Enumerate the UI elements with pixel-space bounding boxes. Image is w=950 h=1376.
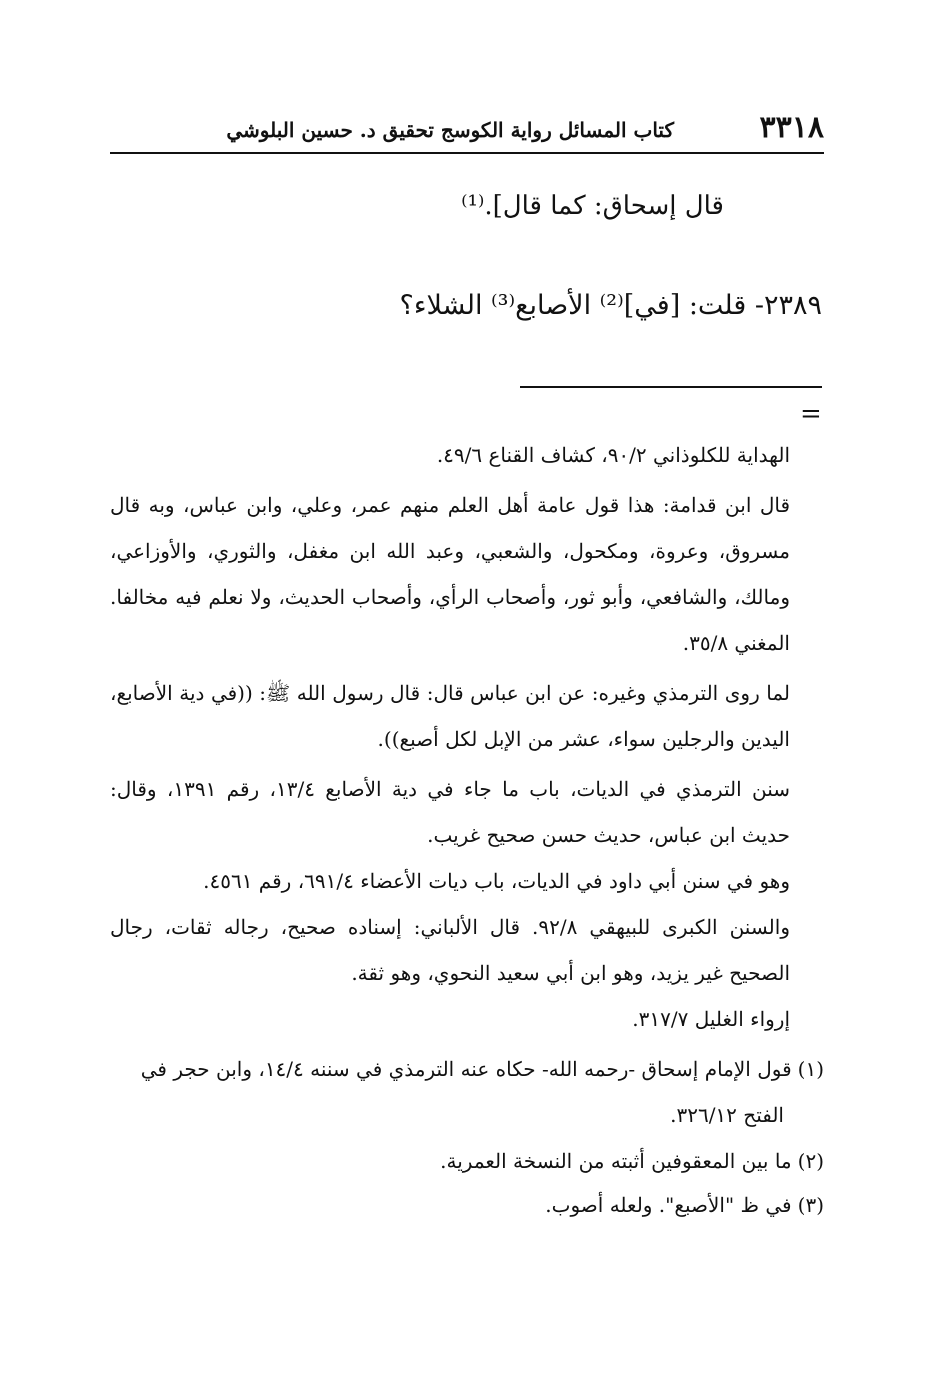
main-text-line-2: ٢٣٨٩- قلت: [في]⁽²⁾ الأصابع⁽³⁾ الشلاء؟ (399, 290, 822, 321)
continuation-mark: = (800, 399, 822, 429)
running-title: كتاب المسائل رواية الكوسج تحقيق د. حسين البلوشي (226, 118, 674, 142)
footnote-number: (١) (797, 1057, 824, 1081)
note-paragraph: إرواء الغليل ٣١٧/٧. (632, 1007, 790, 1031)
footnote-text: ما بين المعقوفين أثبته من النسخة العمرية. (440, 1149, 792, 1173)
footnote-number: (٣) (797, 1193, 824, 1217)
note-paragraph: الهداية للكلوذاني ٩٠/٢، كشاف القناع ٤٩/٦. (436, 443, 790, 467)
continued-footnote (110, 432, 790, 1042)
footnote-2 (108, 1138, 824, 1184)
footnote-divider (520, 386, 822, 388)
page-header (110, 108, 824, 148)
footnote-1 (108, 1046, 824, 1138)
footnote-3 (108, 1182, 824, 1228)
note-paragraph: لما روى الترمذي وغيره: عن ابن عباس قال: قال رسول الله ﷺ: ((في دية الأصابع، اليدين والرجلين سواء، عشر من الإبل لكل أصبع)). (110, 681, 790, 751)
header-divider (110, 152, 824, 154)
note-paragraph: سنن الترمذي في الديات، باب ما جاء في دية الأصابع ١٣/٤، رقم ١٣٩١، وقال: حديث ابن عباس، حديث حسن صحيح غريب. (110, 777, 790, 847)
note-paragraph: وهو في سنن أبي داود في الديات، باب ديات الأعضاء ٦٩١/٤، رقم ٤٥٦١. (203, 869, 790, 893)
footnote-text: في ظ "الأصبع". ولعله أصوب. (545, 1193, 792, 1217)
note-paragraph: والسنن الكبرى للبيهقي ٩٢/٨. قال الألباني: إسناده صحيح، رجاله ثقات، رجال الصحيح غير يزيد، وهو ابن أبي سعيد النحوي، وهو ثقة. (110, 915, 790, 985)
note-paragraph: قال ابن قدامة: هذا قول عامة أهل العلم منهم عمر، وعلي، وابن عباس، وبه قال مسروق، وعروة، ومكحول، والشعبي، وعبد الله ابن مغفل، والثوري، والأوزاعي، ومالك، والشافعي، وأبو ثور، وأصحاب الرأي، وأصحاب الحديث، ولا نعلم فيه مخالفا. المغني ٣٥/٨. (110, 493, 790, 655)
footnote-text: قول الإمام إسحاق -رحمه الله- حكاه عنه الترمذي في سننه ١٤/٤، وابن حجر في (140, 1057, 792, 1081)
footnote-number: (٢) (797, 1149, 824, 1173)
main-text-line-1: قال إسحاق: كما قال].⁽¹⁾ (461, 191, 724, 221)
page-number: ٣٣١٨ (759, 110, 824, 145)
footnote-text-continuation: الفتح ٣٢٦/١٢. (670, 1103, 784, 1127)
